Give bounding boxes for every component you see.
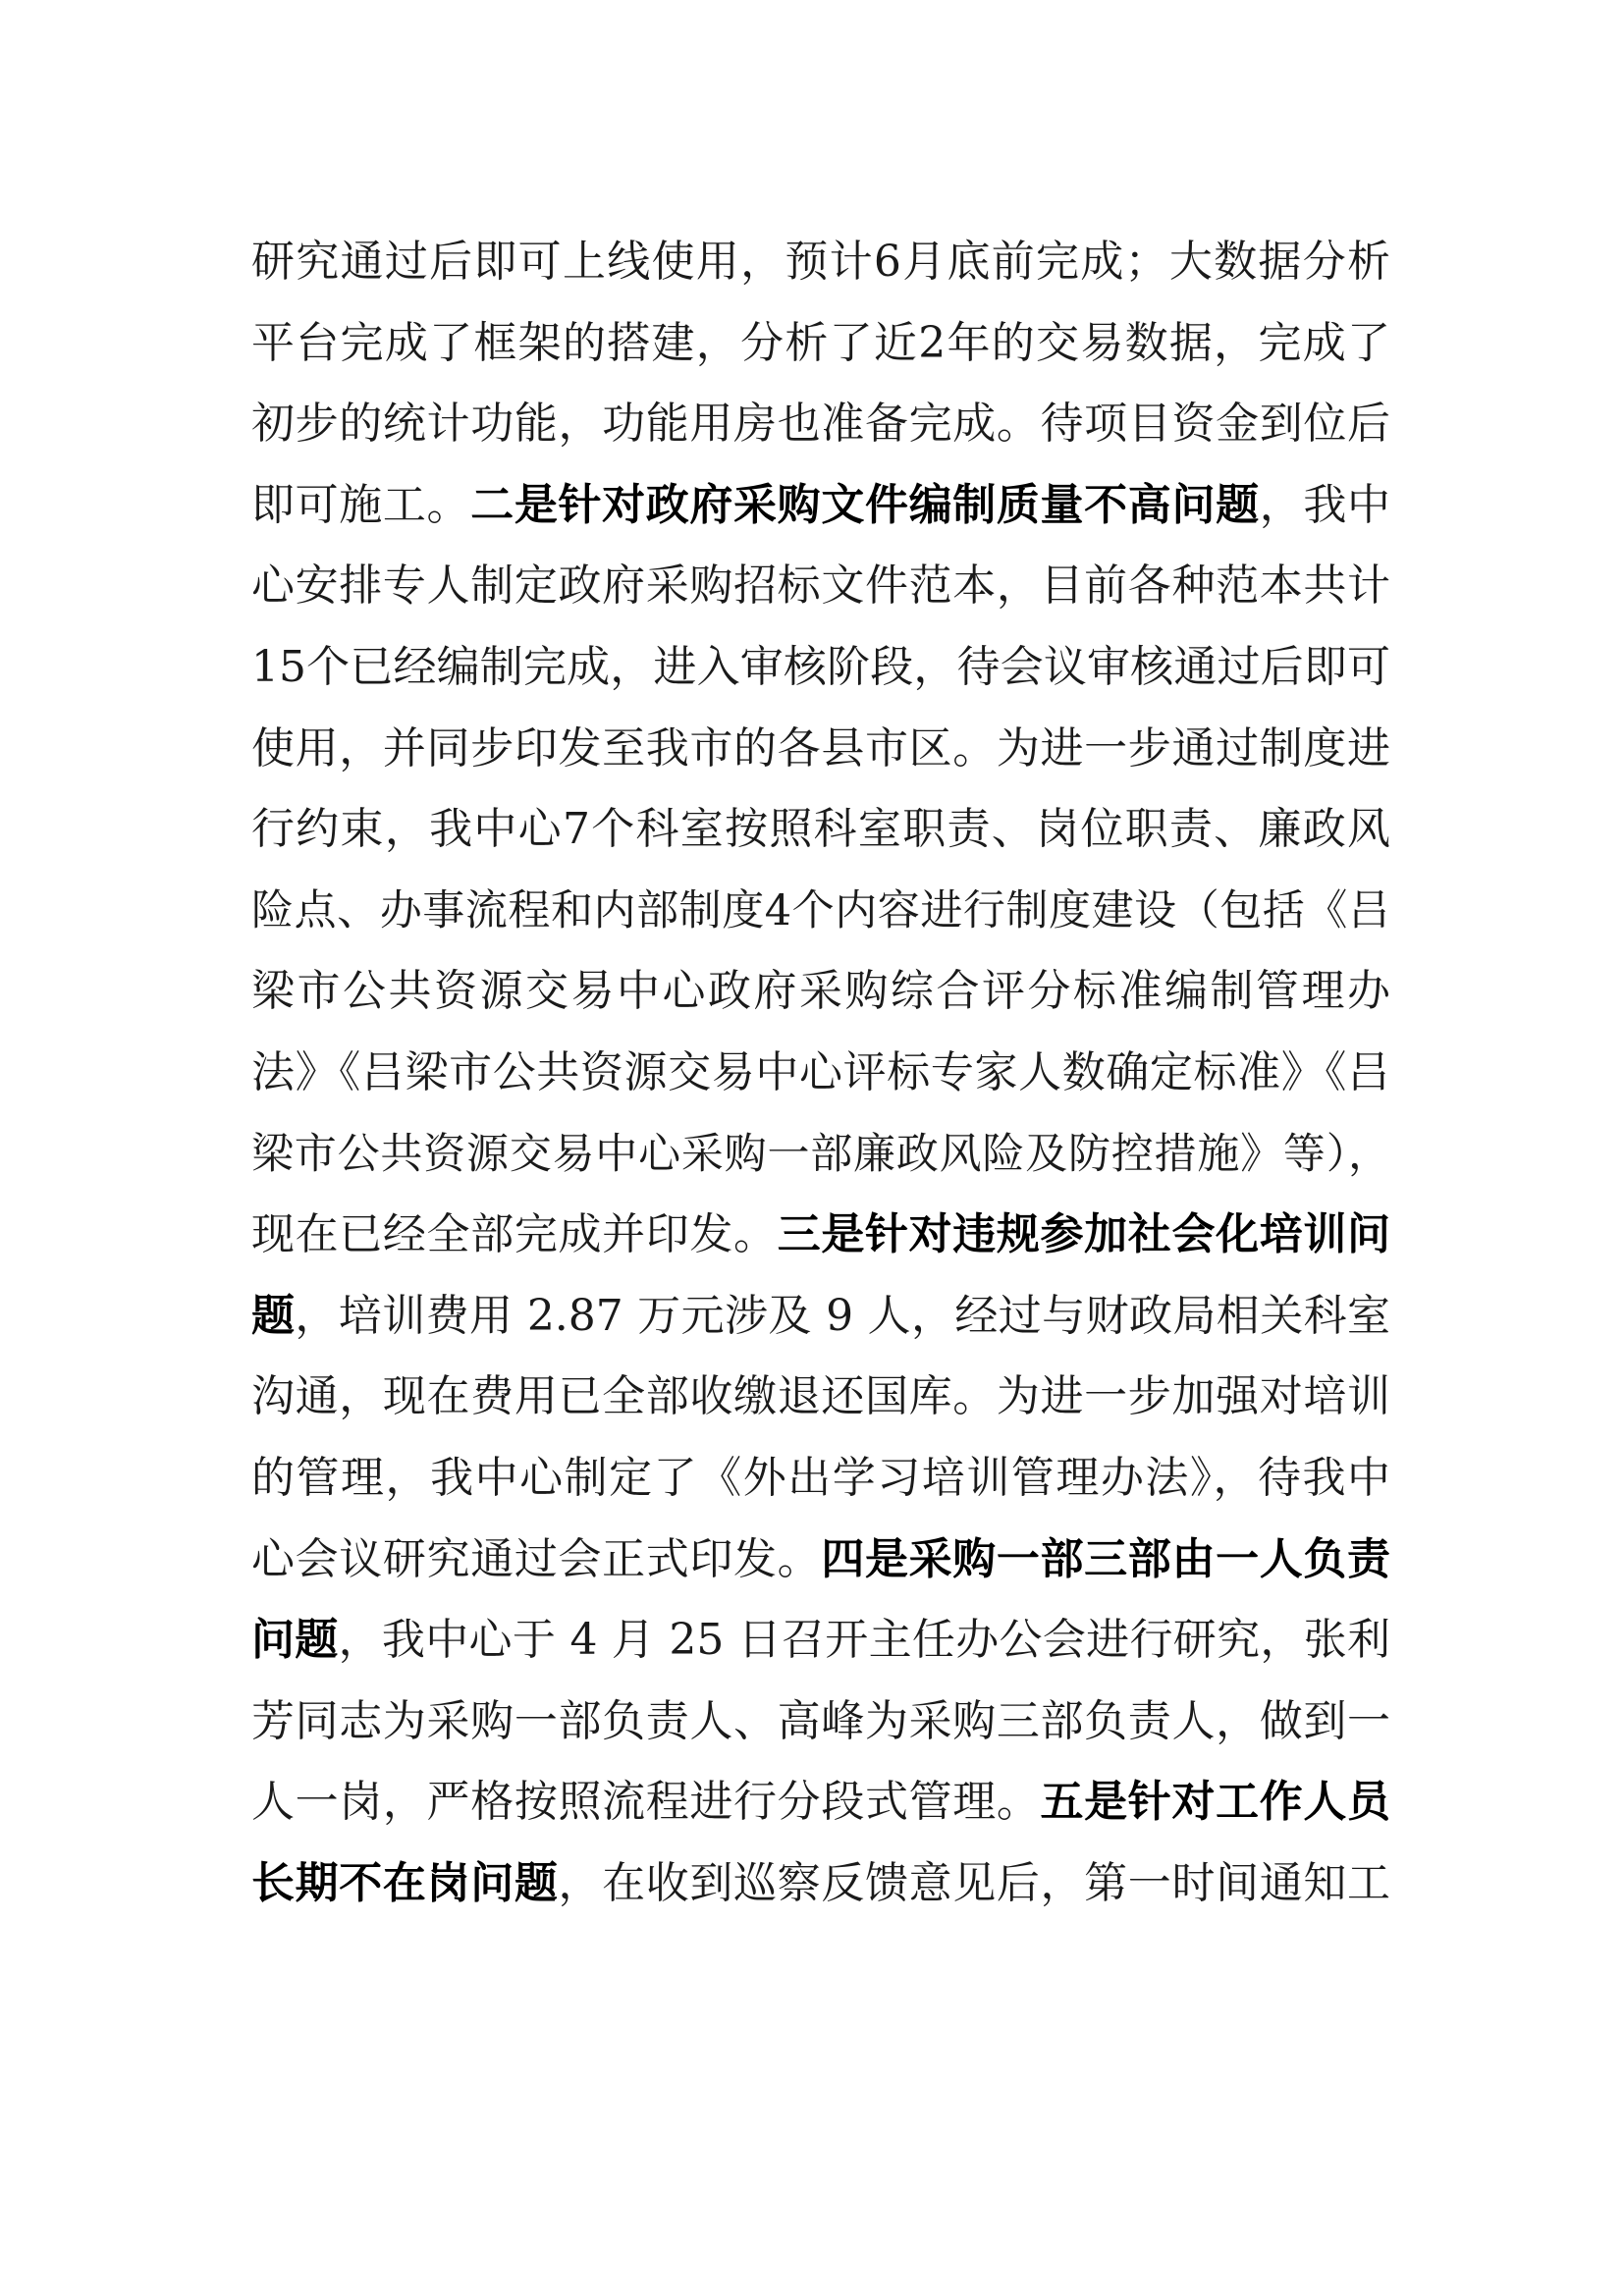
text-line <box>251 384 1390 465</box>
paragraph-text: ，我中心于 4 月 25 日召开主任办公会进行研究，张利 <box>338 1615 1390 1666</box>
paragraph-text: 现在已经全部完成并印发。 <box>251 1209 778 1260</box>
text-line <box>251 465 1390 547</box>
paragraph-text: 沟通，现在费用已全部收缴退还国库。为进一步加强对培训 <box>251 1371 1390 1422</box>
bold-heading-text: 长期不在岗问题 <box>251 1857 559 1908</box>
bold-heading-text: 题 <box>251 1290 296 1341</box>
paragraph-text: 使用，并同步印发至我市的各县市区。为进一步通过制度进 <box>251 722 1390 774</box>
text-line <box>251 1438 1390 1520</box>
bold-heading-text: 二是针对政府采购文件编制质量不高问题 <box>470 479 1260 530</box>
text-line <box>251 1357 1390 1438</box>
paragraph-text: 研究通过后即可上线使用，预计6月底前完成；大数据分析 <box>251 237 1390 287</box>
paragraph-text: 行约束，我中心7个科室按照科室职责、岗位职责、廉政风 <box>251 804 1390 855</box>
paragraph-text: 初步的统计功能，功能用房也准备完成。待项目资金到位后 <box>251 399 1390 450</box>
text-line <box>251 627 1390 709</box>
text-line <box>251 1114 1390 1196</box>
paragraph-text: 芳同志为采购一部负责人、高峰为采购三部负责人，做到一 <box>251 1695 1390 1746</box>
bold-heading-text: 五是针对工作人员 <box>1040 1777 1391 1828</box>
text-line <box>251 303 1390 385</box>
paragraph-text: 梁市公共资源交易中心政府采购综合评分标准编制管理办 <box>251 966 1390 1017</box>
paragraph-text: 人一岗，严格按照流程进行分段式管理。 <box>251 1777 1041 1828</box>
paragraph-text: 险点、办事流程和内部制度4个内容进行制度建设（包括《吕 <box>251 885 1390 935</box>
bold-heading-text: 四是采购一部三部由一人负责 <box>821 1533 1391 1584</box>
paragraph-text: 的管理，我中心制定了《外出学习培训管理办法》，待我中 <box>251 1452 1390 1503</box>
body-text <box>251 222 1390 1924</box>
bold-heading-text: 问题 <box>251 1615 339 1666</box>
paragraph-text: 平台完成了框架的搭建，分析了近2年的交易数据，完成了 <box>251 317 1390 368</box>
text-line <box>251 1195 1390 1276</box>
paragraph-text: 心安排专人制定政府采购招标文件范本，目前各种范本共计 <box>251 561 1390 612</box>
paragraph-text: 即可施工。 <box>251 479 471 530</box>
text-line <box>251 709 1390 790</box>
paragraph-text: ，在收到巡察反馈意见后，第一时间通知工 <box>558 1857 1391 1908</box>
bold-heading-text: 三是针对违规参加社会化培训问 <box>777 1209 1391 1260</box>
text-line <box>251 1033 1390 1114</box>
text-line <box>251 871 1390 952</box>
text-line <box>251 1762 1390 1843</box>
text-line <box>251 546 1390 627</box>
text-line <box>251 1600 1390 1682</box>
paragraph-text: 法》《吕梁市公共资源交易中心评标专家人数确定标准》《吕 <box>251 1046 1390 1097</box>
text-line <box>251 1520 1390 1601</box>
text-line <box>251 1843 1390 1925</box>
text-line <box>251 951 1390 1033</box>
paragraph-text: ，培训费用 2.87 万元涉及 9 人，经过与财政局相关科室 <box>295 1290 1391 1341</box>
paragraph-text: 心会议研究通过会正式印发。 <box>251 1533 822 1584</box>
text-line <box>251 222 1390 303</box>
text-line <box>251 1276 1390 1358</box>
paragraph-text: 梁市公共资源交易中心采购一部廉政风险及防控措施》等）， <box>251 1129 1390 1179</box>
paragraph-text: ，我中 <box>1259 479 1391 530</box>
text-line <box>251 789 1390 871</box>
paragraph-text: 15个已经编制完成，进入审核阶段，待会议审核通过后即可 <box>251 641 1390 692</box>
text-line <box>251 1682 1390 1763</box>
